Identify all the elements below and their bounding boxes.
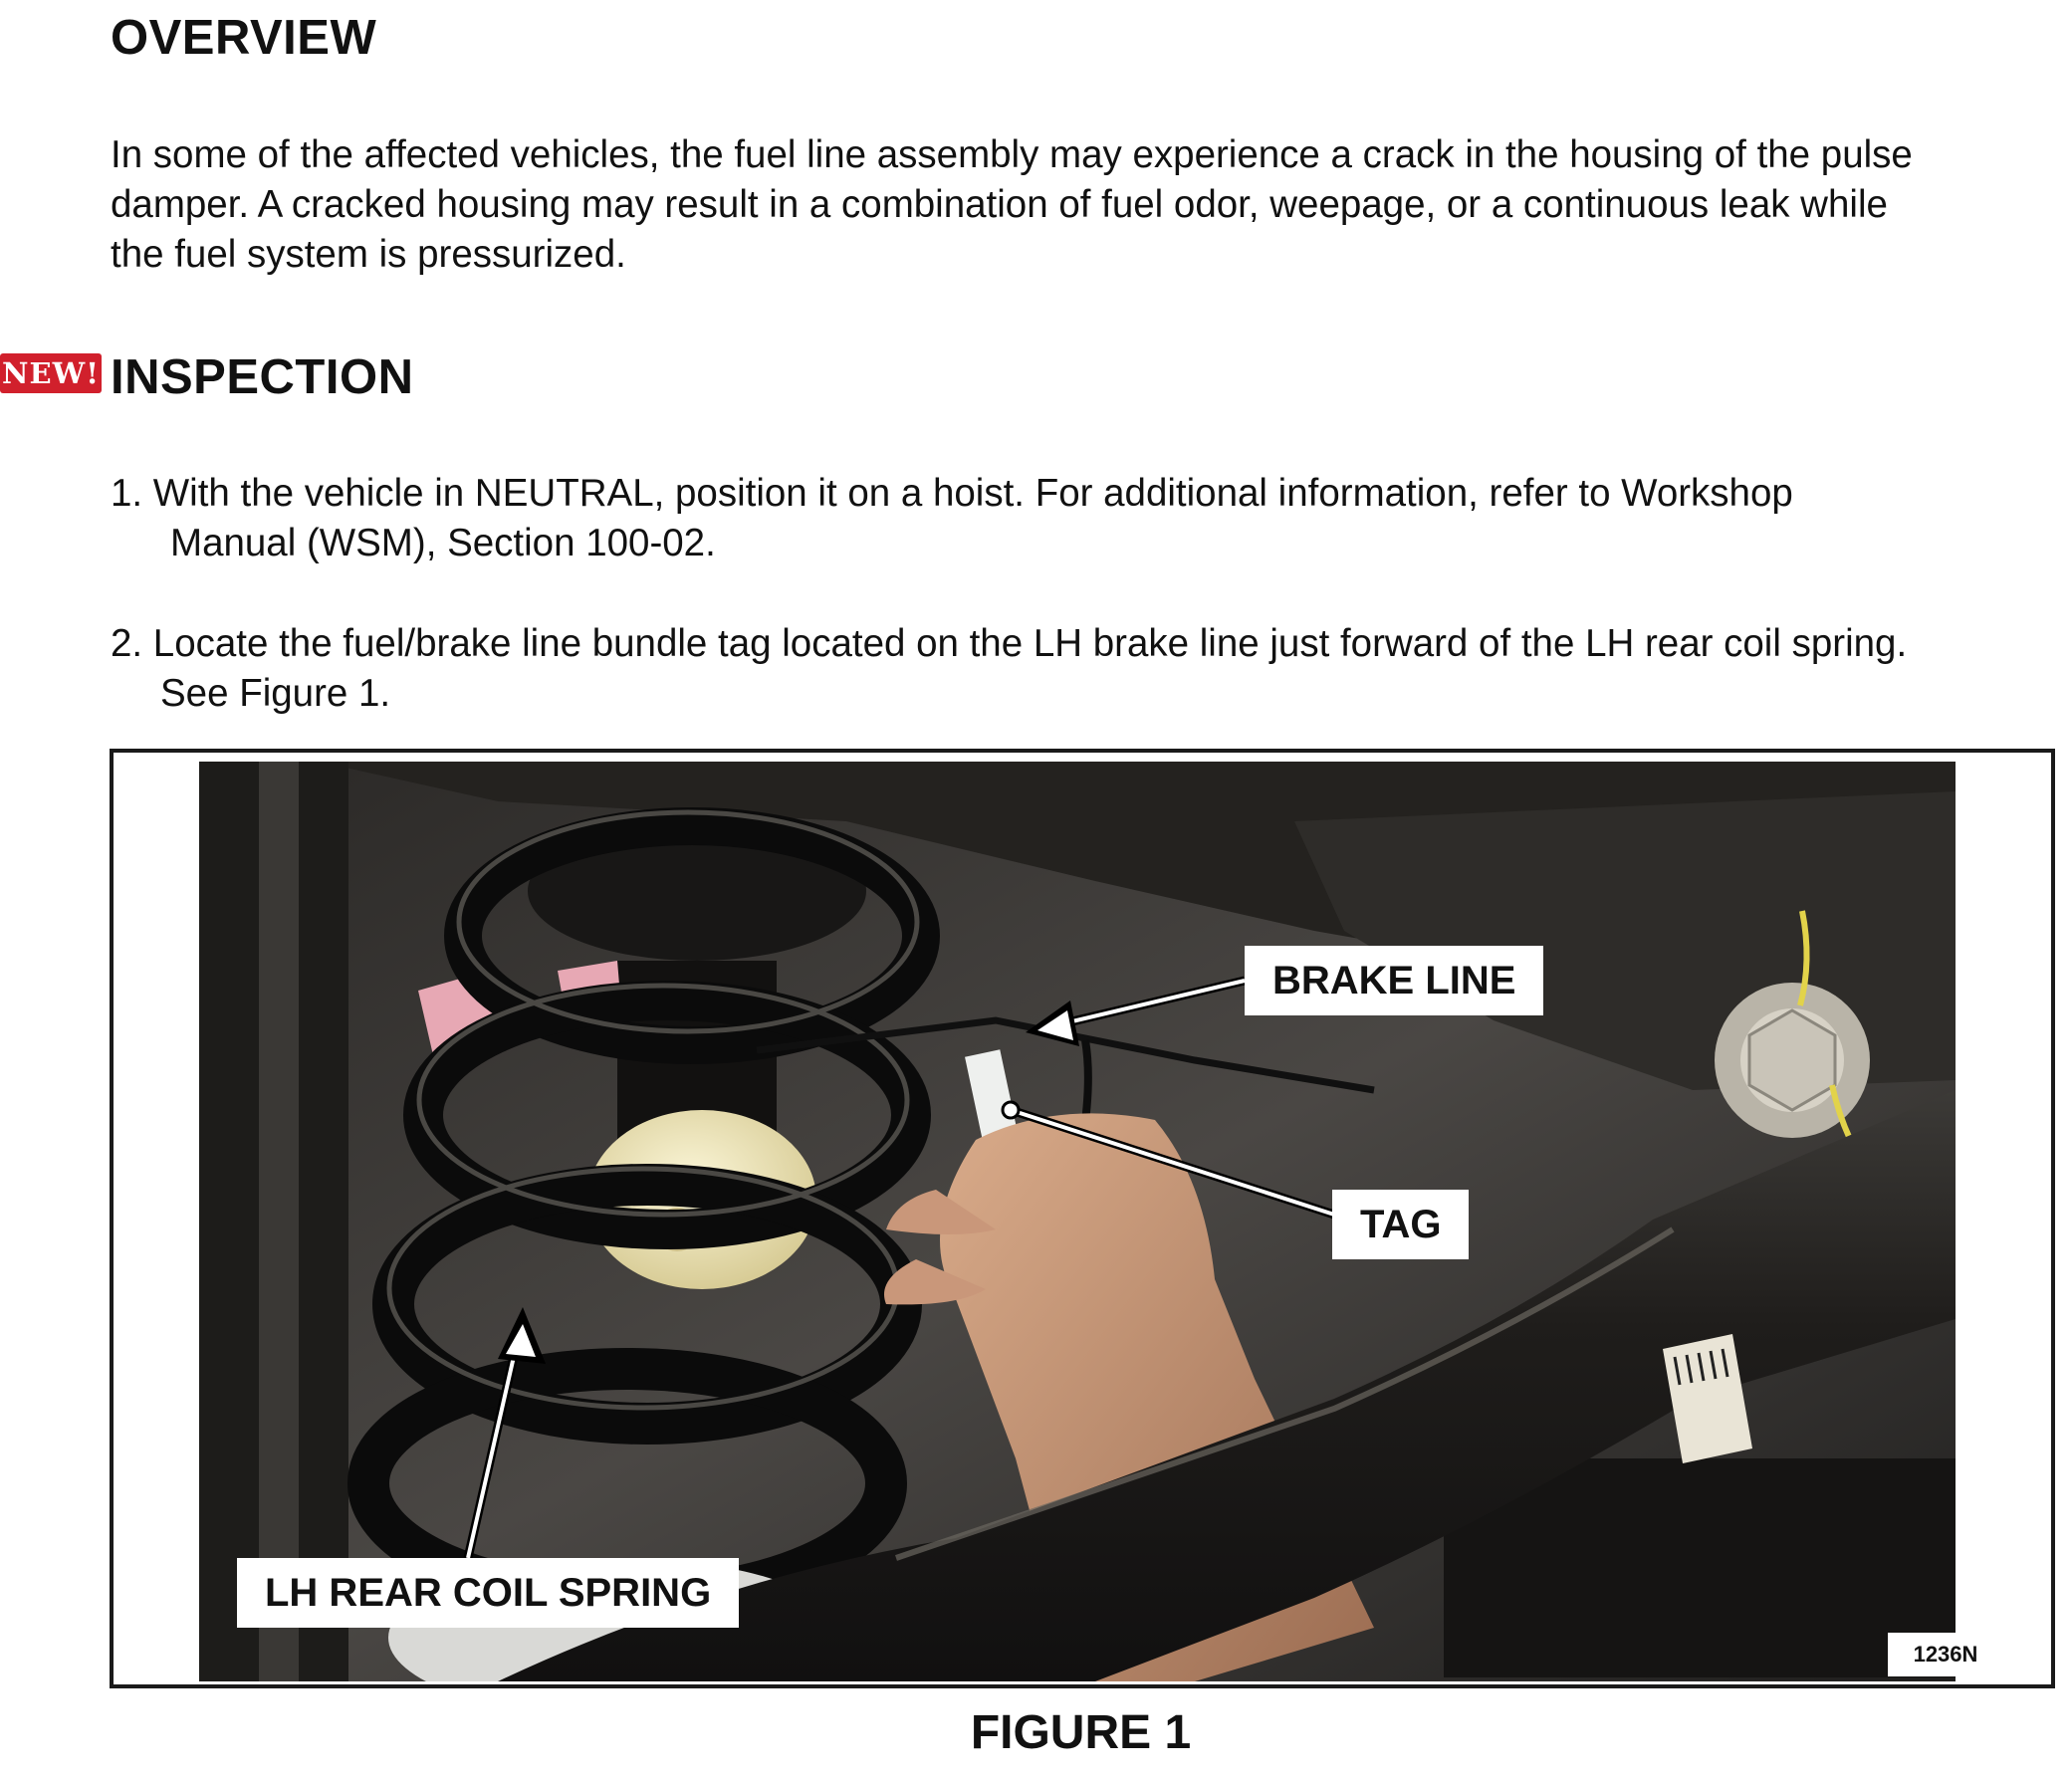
step-1-line: Manual (WSM), Section 100-02. [170,522,716,564]
figure-title: FIGURE 1 [970,1706,1192,1759]
step-1-line: 1. With the vehicle in NEUTRAL, position it on a hoist. For additional information, refer to Workshop [111,472,1793,515]
suspension-photo-illustration [199,762,1956,1681]
inspection-heading: INSPECTION [111,350,414,404]
callout-lh-rear-coil-spring: LH REAR COIL SPRING [237,1558,739,1628]
overview-paragraph [111,130,1913,280]
figure-code: 1236N [1888,1633,2003,1676]
overview-heading: OVERVIEW [111,11,377,65]
new-badge: NEW! [0,353,102,393]
step-2 [111,619,1907,719]
step-1 [111,469,1793,568]
overview-line: damper. A cracked housing may result in a combination of fuel odor, weepage, or a continuous leak while [111,183,1888,226]
callout-tag: TAG [1332,1190,1469,1259]
callout-brake-line: BRAKE LINE [1245,946,1543,1015]
step-2-line: 2. Locate the fuel/brake line bundle tag located on the LH brake line just forward of the LH rear coil spring. [111,622,1908,665]
step-2-line: See Figure 1. [160,672,391,715]
figure-photo [199,762,1956,1681]
overview-line: In some of the affected vehicles, the fuel line assembly may experience a crack in the housing of the pulse [111,133,1913,176]
overview-line: the fuel system is pressurized. [111,233,626,276]
